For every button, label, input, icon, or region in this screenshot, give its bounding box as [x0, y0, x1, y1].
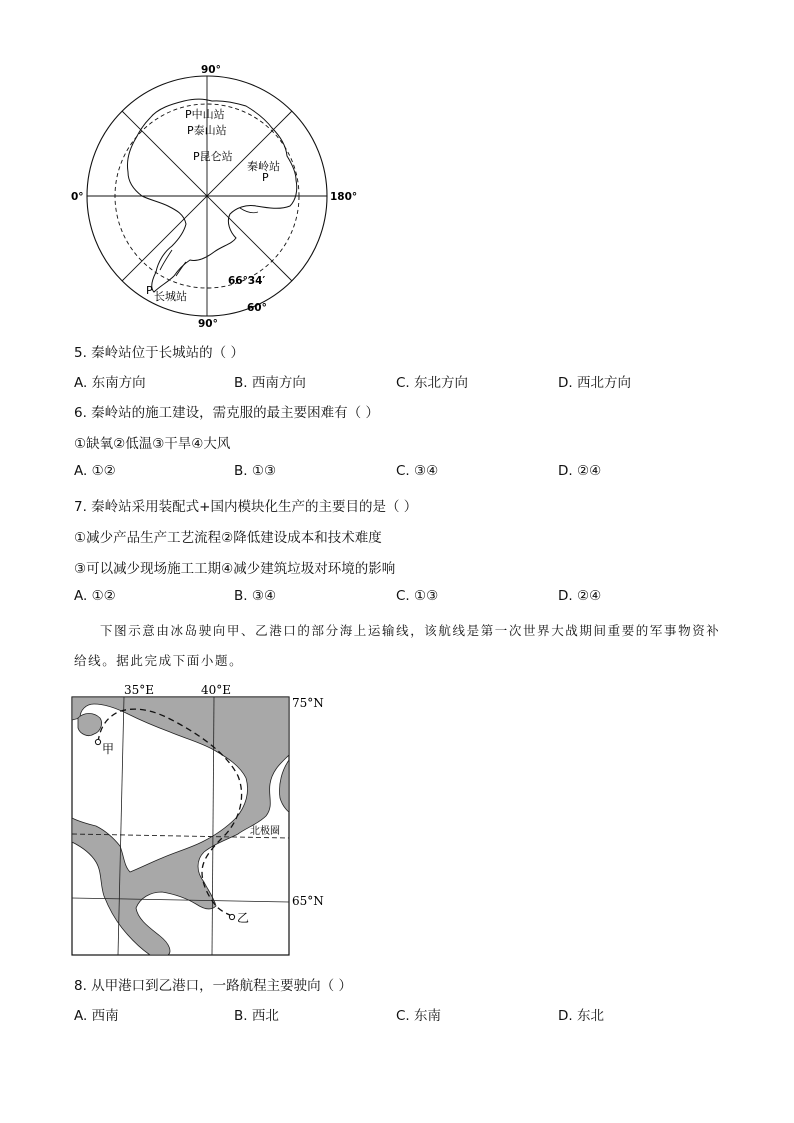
lon-label-40e: 40°E	[201, 683, 232, 697]
question-stem: 7. 秦岭站采用装配式+国内模块化生产的主要目的是（ ）	[74, 499, 418, 515]
question-stem: 5. 秦岭站位于长城站的（ ）	[74, 345, 244, 361]
statement-line: ①缺氧②低温③干旱④大风	[74, 436, 231, 452]
station-taishan: P泰山站	[187, 124, 227, 137]
lon-label-35e: 35°E	[124, 683, 155, 697]
lat-label-65n: 65°N	[292, 894, 324, 908]
station-zhongshan: P中山站	[185, 108, 225, 121]
port-jia-marker	[95, 739, 100, 744]
question-stem: 8. 从甲港口到乙港口，一路航程主要驶向（ ）	[74, 978, 352, 994]
lon-label-right: 180°	[330, 191, 358, 203]
option-d[interactable]: D. 西北方向	[558, 375, 631, 391]
lon-label-left: 0°	[71, 191, 84, 203]
station-qinling-marker: P	[262, 171, 269, 184]
lon-label-top: 90°	[201, 64, 221, 76]
ice-shelf-detail	[240, 208, 258, 213]
option-a[interactable]: A. ①②	[74, 588, 116, 604]
lat-label-60: 60°	[247, 302, 267, 314]
option-c[interactable]: C. ①③	[396, 588, 439, 604]
lat-label-6634: 66°34′	[228, 275, 266, 287]
arctic-circle-label: 北极圈	[250, 826, 280, 837]
statement-line: ③可以减少现场施工工期④减少建筑垃圾对环境的影响	[74, 561, 396, 577]
port-jia-label: 甲	[102, 742, 115, 756]
statement-line: ①减少产品生产工艺流程②降低建设成本和技术难度	[74, 530, 382, 546]
option-b[interactable]: B. ③④	[234, 588, 277, 604]
station-changcheng: 长城站	[154, 290, 187, 303]
station-changcheng-marker: P	[146, 284, 153, 297]
option-c[interactable]: C. ③④	[396, 463, 439, 479]
option-a[interactable]: A. ①②	[74, 463, 116, 479]
station-kunlun: P昆仑站	[193, 150, 233, 163]
option-a[interactable]: A. 西南	[74, 1008, 119, 1024]
option-b[interactable]: B. ①③	[234, 463, 277, 479]
port-yi-marker	[229, 914, 234, 919]
intro-line-2: 给线。据此完成下面小题。	[74, 653, 244, 668]
option-b[interactable]: B. 西南方向	[234, 375, 306, 391]
port-yi-label: 乙	[237, 911, 250, 925]
option-c[interactable]: C. 东北方向	[396, 375, 469, 391]
lat-label-75n: 75°N	[292, 696, 324, 710]
intro-line-1: 下图示意由冰岛驶向甲、乙港口的部分海上运输线，该航线是第一次世界大战期间重要的军事物资补	[100, 623, 721, 638]
station-qinling: 秦岭站	[247, 160, 280, 173]
option-d[interactable]: D. 东北	[558, 1008, 604, 1024]
shipping-route-map	[70, 678, 330, 960]
option-b[interactable]: B. 西北	[234, 1008, 279, 1024]
question-stem: 6. 秦岭站的施工建设，需克服的最主要困难有（ ）	[74, 405, 379, 421]
option-c[interactable]: C. 东南	[396, 1008, 442, 1024]
option-a[interactable]: A. 东南方向	[74, 375, 146, 391]
lon-label-bottom: 90°	[198, 318, 218, 330]
antarctica-map	[70, 62, 370, 332]
option-d[interactable]: D. ②④	[558, 463, 602, 479]
option-d[interactable]: D. ②④	[558, 588, 602, 604]
